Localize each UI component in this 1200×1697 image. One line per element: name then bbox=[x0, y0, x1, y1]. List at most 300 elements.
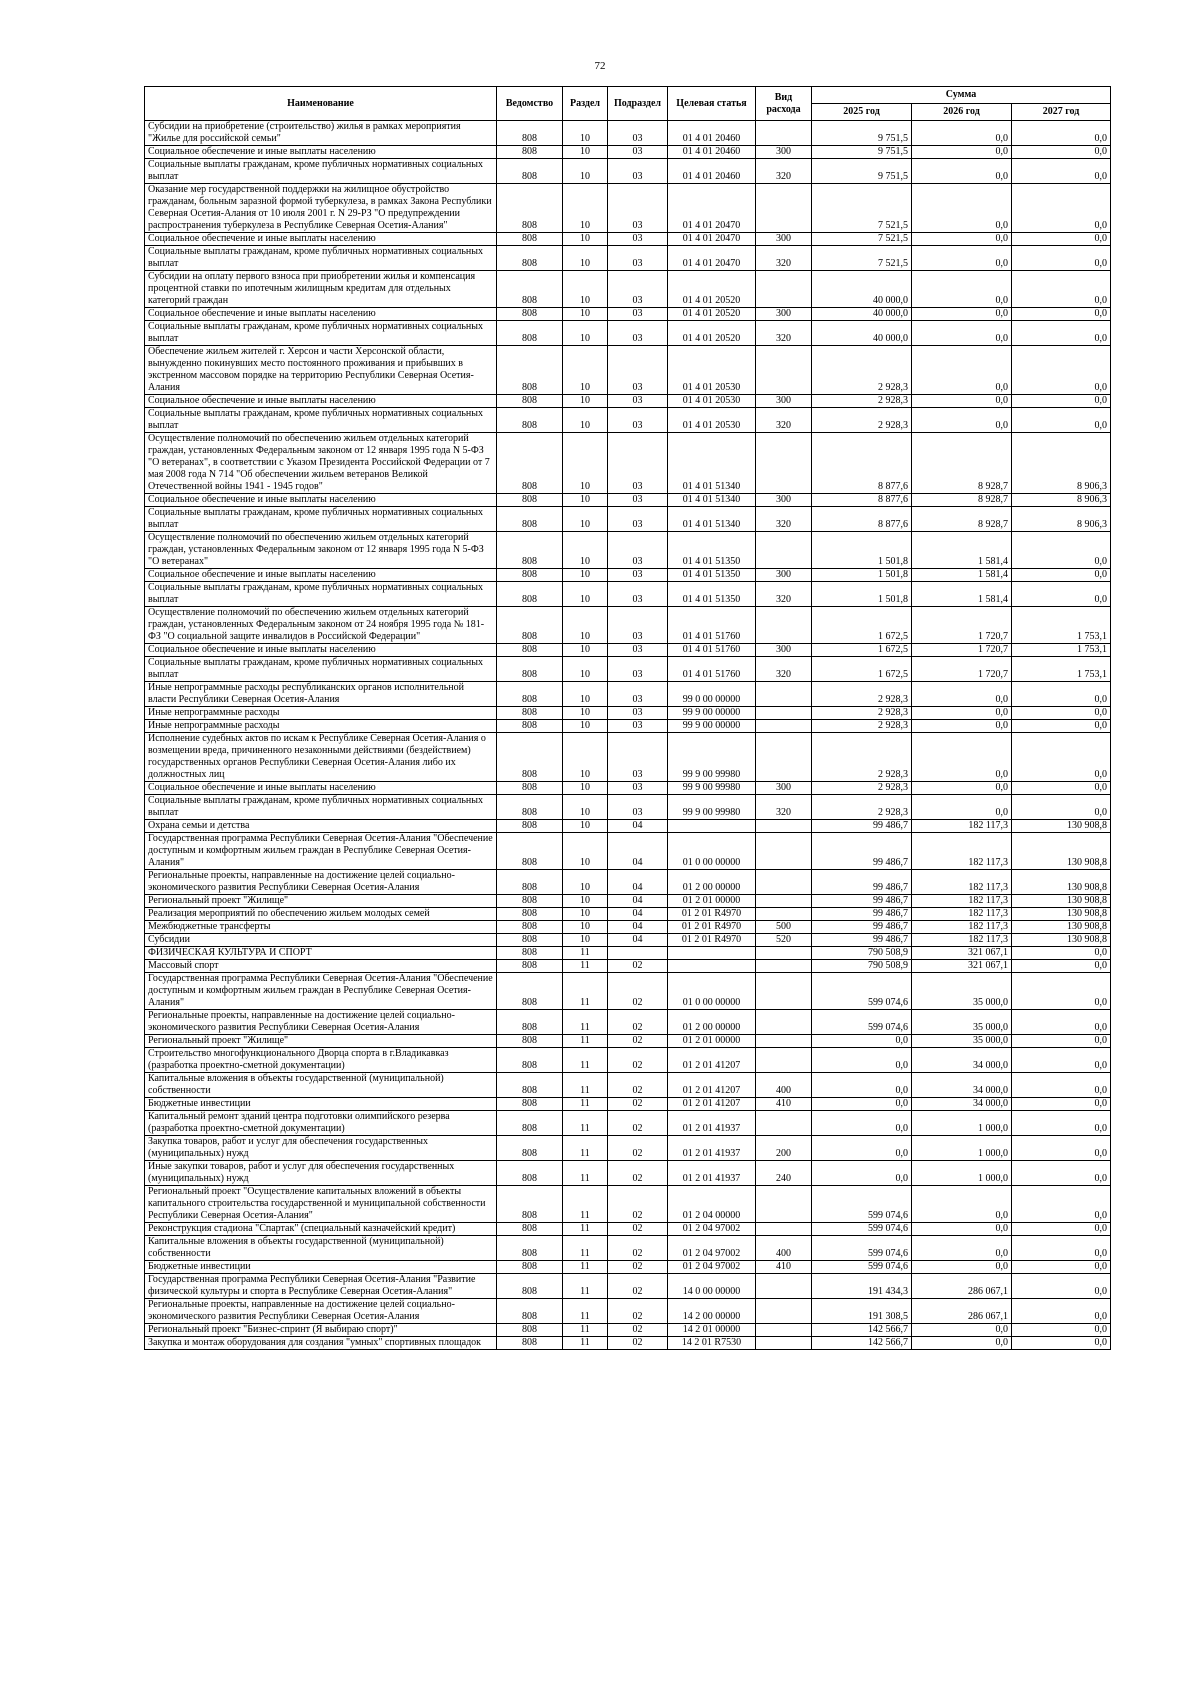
row-sum-2025: 599 074,6 bbox=[812, 1186, 912, 1223]
row-vedomstvo: 808 bbox=[497, 1048, 563, 1073]
row-razdel: 10 bbox=[563, 934, 608, 947]
row-sum-2026: 0,0 bbox=[912, 795, 1012, 820]
row-sum-2026: 1 000,0 bbox=[912, 1111, 1012, 1136]
row-vid: 320 bbox=[756, 321, 812, 346]
row-razdel: 10 bbox=[563, 233, 608, 246]
table-row bbox=[145, 960, 1111, 973]
row-razdel: 10 bbox=[563, 820, 608, 833]
row-sum-2025: 8 877,6 bbox=[812, 433, 912, 494]
row-podrazdel: 02 bbox=[608, 1223, 668, 1236]
row-razdel: 11 bbox=[563, 1186, 608, 1223]
header-vedomstvo: Ведомство bbox=[497, 87, 563, 121]
row-sum-2025: 7 521,5 bbox=[812, 184, 912, 233]
row-celevaya: 01 4 01 51350 bbox=[668, 532, 756, 569]
row-sum-2027: 0,0 bbox=[1012, 395, 1111, 408]
row-sum-2025: 99 486,7 bbox=[812, 895, 912, 908]
row-sum-2027: 1 753,1 bbox=[1012, 607, 1111, 644]
row-name: Государственная программа Республики Северная Осетия-Алания "Обеспечение доступным и комфортным жильем граждан в Республике Северная Осетия-Алания" bbox=[145, 833, 497, 870]
row-vid bbox=[756, 820, 812, 833]
row-vid bbox=[756, 1048, 812, 1073]
table-row bbox=[145, 308, 1111, 321]
row-razdel: 11 bbox=[563, 1035, 608, 1048]
row-vedomstvo: 808 bbox=[497, 720, 563, 733]
row-vedomstvo: 808 bbox=[497, 1299, 563, 1324]
row-name: Социальное обеспечение и иные выплаты населению bbox=[145, 233, 497, 246]
row-razdel: 10 bbox=[563, 657, 608, 682]
table-row bbox=[145, 657, 1111, 682]
row-celevaya: 14 2 00 00000 bbox=[668, 1299, 756, 1324]
row-vid bbox=[756, 433, 812, 494]
row-celevaya: 01 4 01 20460 bbox=[668, 121, 756, 146]
row-sum-2026: 182 117,3 bbox=[912, 870, 1012, 895]
row-name: Строительство многофункционального Дворца спорта в г.Владикавказ (разработка проектно-сметной документации) bbox=[145, 1048, 497, 1073]
row-razdel: 10 bbox=[563, 494, 608, 507]
row-celevaya: 01 2 00 00000 bbox=[668, 870, 756, 895]
row-sum-2027: 130 908,8 bbox=[1012, 908, 1111, 921]
row-sum-2025: 142 566,7 bbox=[812, 1324, 912, 1337]
table-row bbox=[145, 1035, 1111, 1048]
row-sum-2026: 0,0 bbox=[912, 321, 1012, 346]
row-celevaya: 01 4 01 51760 bbox=[668, 657, 756, 682]
table-row bbox=[145, 720, 1111, 733]
row-name: Охрана семьи и детства bbox=[145, 820, 497, 833]
row-vid: 240 bbox=[756, 1161, 812, 1186]
row-celevaya: 01 2 01 R4970 bbox=[668, 934, 756, 947]
row-name: Исполнение судебных актов по искам к Республике Северная Осетия-Алания о возмещении вреда, причиненного незаконными действиями (бездействием) государственных органов Республики Северная Осетия-Алания либо их должностных лиц bbox=[145, 733, 497, 782]
table-row bbox=[145, 973, 1111, 1010]
row-celevaya: 99 9 00 00000 bbox=[668, 720, 756, 733]
row-sum-2026: 0,0 bbox=[912, 271, 1012, 308]
row-razdel: 10 bbox=[563, 321, 608, 346]
row-sum-2025: 1 501,8 bbox=[812, 532, 912, 569]
row-vedomstvo: 808 bbox=[497, 184, 563, 233]
row-celevaya: 01 4 01 20460 bbox=[668, 159, 756, 184]
row-razdel: 10 bbox=[563, 607, 608, 644]
row-sum-2025: 2 928,3 bbox=[812, 707, 912, 720]
row-sum-2025: 1 672,5 bbox=[812, 644, 912, 657]
table-row bbox=[145, 782, 1111, 795]
row-sum-2026: 35 000,0 bbox=[912, 1010, 1012, 1035]
row-vid bbox=[756, 973, 812, 1010]
row-celevaya: 01 4 01 20460 bbox=[668, 146, 756, 159]
row-razdel: 10 bbox=[563, 146, 608, 159]
row-name: Социальные выплаты гражданам, кроме публичных нормативных социальных выплат bbox=[145, 795, 497, 820]
row-sum-2025: 1 672,5 bbox=[812, 657, 912, 682]
table-row bbox=[145, 1136, 1111, 1161]
row-sum-2027: 0,0 bbox=[1012, 1048, 1111, 1073]
row-sum-2027: 8 906,3 bbox=[1012, 494, 1111, 507]
row-sum-2026: 0,0 bbox=[912, 682, 1012, 707]
row-celevaya: 01 4 01 51340 bbox=[668, 433, 756, 494]
row-vedomstvo: 808 bbox=[497, 1010, 563, 1035]
row-vedomstvo: 808 bbox=[497, 644, 563, 657]
row-sum-2025: 2 928,3 bbox=[812, 346, 912, 395]
row-vid: 320 bbox=[756, 408, 812, 433]
row-razdel: 11 bbox=[563, 1161, 608, 1186]
row-razdel: 11 bbox=[563, 1048, 608, 1073]
row-name: Социальное обеспечение и иные выплаты населению bbox=[145, 308, 497, 321]
row-razdel: 11 bbox=[563, 1010, 608, 1035]
row-sum-2025: 40 000,0 bbox=[812, 321, 912, 346]
row-sum-2027: 0,0 bbox=[1012, 1324, 1111, 1337]
row-vid bbox=[756, 1274, 812, 1299]
row-sum-2026: 8 928,7 bbox=[912, 494, 1012, 507]
row-name: Социальное обеспечение и иные выплаты населению bbox=[145, 569, 497, 582]
row-sum-2026: 0,0 bbox=[912, 159, 1012, 184]
table-row bbox=[145, 494, 1111, 507]
table-row bbox=[145, 1186, 1111, 1223]
table-row bbox=[145, 246, 1111, 271]
row-vid bbox=[756, 1010, 812, 1035]
row-podrazdel: 02 bbox=[608, 1136, 668, 1161]
row-name: Социальные выплаты гражданам, кроме публичных нормативных социальных выплат bbox=[145, 408, 497, 433]
row-vid bbox=[756, 833, 812, 870]
table-row bbox=[145, 146, 1111, 159]
row-name: Межбюджетные трансферты bbox=[145, 921, 497, 934]
row-vid bbox=[756, 1324, 812, 1337]
page-number: 72 bbox=[594, 60, 606, 72]
row-vedomstvo: 808 bbox=[497, 973, 563, 1010]
row-name: Региональный проект "Жилище" bbox=[145, 1035, 497, 1048]
row-vid bbox=[756, 682, 812, 707]
row-sum-2026: 0,0 bbox=[912, 346, 1012, 395]
row-sum-2025: 191 308,5 bbox=[812, 1299, 912, 1324]
row-sum-2025: 1 501,8 bbox=[812, 582, 912, 607]
row-sum-2025: 40 000,0 bbox=[812, 308, 912, 321]
row-vid bbox=[756, 1337, 812, 1350]
row-podrazdel: 02 bbox=[608, 1324, 668, 1337]
row-podrazdel: 02 bbox=[608, 1274, 668, 1299]
row-name: Иные закупки товаров, работ и услуг для обеспечения государственных (муниципальных) нужд bbox=[145, 1161, 497, 1186]
row-sum-2025: 8 877,6 bbox=[812, 507, 912, 532]
row-podrazdel: 02 bbox=[608, 1299, 668, 1324]
row-razdel: 11 bbox=[563, 960, 608, 973]
row-sum-2025: 0,0 bbox=[812, 1136, 912, 1161]
row-sum-2026: 0,0 bbox=[912, 184, 1012, 233]
row-name: Реконструкция стадиона "Спартак" (специальный казначейский кредит) bbox=[145, 1223, 497, 1236]
row-celevaya: 01 4 01 20530 bbox=[668, 395, 756, 408]
row-razdel: 10 bbox=[563, 582, 608, 607]
row-sum-2027: 0,0 bbox=[1012, 159, 1111, 184]
row-vid bbox=[756, 960, 812, 973]
row-sum-2026: 35 000,0 bbox=[912, 1035, 1012, 1048]
row-podrazdel: 03 bbox=[608, 569, 668, 582]
row-sum-2025: 99 486,7 bbox=[812, 921, 912, 934]
row-razdel: 10 bbox=[563, 532, 608, 569]
row-podrazdel: 03 bbox=[608, 707, 668, 720]
row-name: Региональный проект "Жилище" bbox=[145, 895, 497, 908]
row-razdel: 11 bbox=[563, 1223, 608, 1236]
row-sum-2025: 0,0 bbox=[812, 1073, 912, 1098]
row-podrazdel: 02 bbox=[608, 1186, 668, 1223]
row-podrazdel: 02 bbox=[608, 1035, 668, 1048]
row-sum-2027: 0,0 bbox=[1012, 973, 1111, 1010]
row-name: ФИЗИЧЕСКАЯ КУЛЬТУРА И СПОРТ bbox=[145, 947, 497, 960]
row-sum-2025: 99 486,7 bbox=[812, 934, 912, 947]
row-sum-2025: 99 486,7 bbox=[812, 820, 912, 833]
row-sum-2025: 790 508,9 bbox=[812, 960, 912, 973]
row-vedomstvo: 808 bbox=[497, 346, 563, 395]
row-vedomstvo: 808 bbox=[497, 607, 563, 644]
row-podrazdel: 04 bbox=[608, 895, 668, 908]
row-razdel: 10 bbox=[563, 246, 608, 271]
row-sum-2026: 0,0 bbox=[912, 233, 1012, 246]
row-sum-2026: 0,0 bbox=[912, 408, 1012, 433]
row-name: Социальные выплаты гражданам, кроме публичных нормативных социальных выплат bbox=[145, 507, 497, 532]
row-sum-2027: 0,0 bbox=[1012, 782, 1111, 795]
row-name: Государственная программа Республики Северная Осетия-Алания "Обеспечение доступным и комфортным жильем граждан в Республике Северная Осетия-Алания" bbox=[145, 973, 497, 1010]
row-celevaya: 01 2 01 00000 bbox=[668, 895, 756, 908]
row-podrazdel: 04 bbox=[608, 908, 668, 921]
row-vid bbox=[756, 1223, 812, 1236]
row-name: Социальное обеспечение и иные выплаты населению bbox=[145, 644, 497, 657]
row-celevaya: 01 4 01 20470 bbox=[668, 184, 756, 233]
row-vid bbox=[756, 532, 812, 569]
table-row bbox=[145, 1261, 1111, 1274]
table-row bbox=[145, 346, 1111, 395]
row-name: Капитальные вложения в объекты государственной (муниципальной) собственности bbox=[145, 1236, 497, 1261]
row-sum-2027: 0,0 bbox=[1012, 682, 1111, 707]
row-celevaya bbox=[668, 820, 756, 833]
row-sum-2026: 0,0 bbox=[912, 707, 1012, 720]
row-sum-2026: 0,0 bbox=[912, 308, 1012, 321]
row-celevaya: 01 2 01 R4970 bbox=[668, 908, 756, 921]
row-razdel: 10 bbox=[563, 895, 608, 908]
row-vedomstvo: 808 bbox=[497, 1261, 563, 1274]
row-sum-2026: 0,0 bbox=[912, 1324, 1012, 1337]
row-celevaya: 01 2 01 R4970 bbox=[668, 921, 756, 934]
row-name: Региональные проекты, направленные на достижение целей социально-экономического развития Республики Северная Осетия-Алания bbox=[145, 1010, 497, 1035]
row-celevaya: 01 0 00 00000 bbox=[668, 973, 756, 1010]
row-sum-2026: 0,0 bbox=[912, 1223, 1012, 1236]
row-name: Иные непрограммные расходы bbox=[145, 720, 497, 733]
row-celevaya: 01 2 04 00000 bbox=[668, 1186, 756, 1223]
row-vedomstvo: 808 bbox=[497, 1337, 563, 1350]
row-name: Реализация мероприятий по обеспечению жильем молодых семей bbox=[145, 908, 497, 921]
table-row bbox=[145, 1337, 1111, 1350]
row-sum-2025: 142 566,7 bbox=[812, 1337, 912, 1350]
row-celevaya: 14 2 01 R7530 bbox=[668, 1337, 756, 1350]
row-sum-2026: 35 000,0 bbox=[912, 973, 1012, 1010]
row-podrazdel: 03 bbox=[608, 321, 668, 346]
row-vid bbox=[756, 1111, 812, 1136]
table-row bbox=[145, 921, 1111, 934]
row-sum-2025: 1 501,8 bbox=[812, 569, 912, 582]
row-name: Осуществление полномочий по обеспечению жильем отдельных категорий граждан, установленных Федеральным законом от 12 января 1995 года N 5-ФЗ "О ветеранах", в соответствии с Указом Президента Российской Федерации от 7 мая 2008 года N 714 "Об обеспечении жильем ветеранов Великой Отечественной войны 1941 - 1945 годов" bbox=[145, 433, 497, 494]
table-header bbox=[145, 87, 1111, 121]
row-sum-2026: 0,0 bbox=[912, 733, 1012, 782]
row-celevaya: 01 4 01 51340 bbox=[668, 507, 756, 532]
row-name: Социальные выплаты гражданам, кроме публичных нормативных социальных выплат bbox=[145, 582, 497, 607]
row-vedomstvo: 808 bbox=[497, 308, 563, 321]
row-sum-2027: 0,0 bbox=[1012, 707, 1111, 720]
row-vid: 300 bbox=[756, 494, 812, 507]
row-sum-2027: 0,0 bbox=[1012, 1274, 1111, 1299]
row-vedomstvo: 808 bbox=[497, 934, 563, 947]
row-razdel: 10 bbox=[563, 870, 608, 895]
row-celevaya bbox=[668, 947, 756, 960]
row-sum-2026: 1 720,7 bbox=[912, 657, 1012, 682]
row-razdel: 10 bbox=[563, 271, 608, 308]
row-razdel: 10 bbox=[563, 720, 608, 733]
row-podrazdel: 03 bbox=[608, 782, 668, 795]
header-vid: Вид расхода bbox=[756, 87, 812, 121]
table-row bbox=[145, 395, 1111, 408]
row-sum-2026: 8 928,7 bbox=[912, 507, 1012, 532]
row-sum-2025: 2 928,3 bbox=[812, 682, 912, 707]
row-vedomstvo: 808 bbox=[497, 569, 563, 582]
row-podrazdel: 02 bbox=[608, 1111, 668, 1136]
row-vedomstvo: 808 bbox=[497, 782, 563, 795]
row-podrazdel: 03 bbox=[608, 733, 668, 782]
row-vid bbox=[756, 908, 812, 921]
row-sum-2026: 182 117,3 bbox=[912, 934, 1012, 947]
row-sum-2026: 0,0 bbox=[912, 1261, 1012, 1274]
header-podrazdel: Подраздел bbox=[608, 87, 668, 121]
table-row bbox=[145, 908, 1111, 921]
table-row bbox=[145, 607, 1111, 644]
row-sum-2025: 99 486,7 bbox=[812, 870, 912, 895]
row-sum-2027: 0,0 bbox=[1012, 947, 1111, 960]
row-podrazdel: 03 bbox=[608, 582, 668, 607]
row-vedomstvo: 808 bbox=[497, 947, 563, 960]
table-row bbox=[145, 1098, 1111, 1111]
row-celevaya: 01 4 01 20520 bbox=[668, 271, 756, 308]
table-row bbox=[145, 682, 1111, 707]
row-razdel: 10 bbox=[563, 782, 608, 795]
row-podrazdel: 02 bbox=[608, 1073, 668, 1098]
row-vid: 520 bbox=[756, 934, 812, 947]
row-sum-2027: 0,0 bbox=[1012, 960, 1111, 973]
row-vedomstvo: 808 bbox=[497, 121, 563, 146]
row-sum-2027: 0,0 bbox=[1012, 346, 1111, 395]
row-vid bbox=[756, 271, 812, 308]
row-celevaya: 14 2 01 00000 bbox=[668, 1324, 756, 1337]
row-sum-2025: 0,0 bbox=[812, 1098, 912, 1111]
row-name: Социальные выплаты гражданам, кроме публичных нормативных социальных выплат bbox=[145, 321, 497, 346]
row-razdel: 10 bbox=[563, 733, 608, 782]
row-vedomstvo: 808 bbox=[497, 1073, 563, 1098]
row-vid: 400 bbox=[756, 1236, 812, 1261]
row-name: Региональные проекты, направленные на достижение целей социально-экономического развития Республики Северная Осетия-Алания bbox=[145, 870, 497, 895]
row-celevaya: 01 4 01 20470 bbox=[668, 233, 756, 246]
row-vedomstvo: 808 bbox=[497, 1098, 563, 1111]
row-razdel: 10 bbox=[563, 707, 608, 720]
table-row bbox=[145, 895, 1111, 908]
row-vedomstvo: 808 bbox=[497, 1111, 563, 1136]
row-sum-2027: 0,0 bbox=[1012, 233, 1111, 246]
row-sum-2025: 599 074,6 bbox=[812, 1261, 912, 1274]
row-vedomstvo: 808 bbox=[497, 507, 563, 532]
row-sum-2027: 0,0 bbox=[1012, 271, 1111, 308]
row-vedomstvo: 808 bbox=[497, 395, 563, 408]
row-name: Капитальные вложения в объекты государственной (муниципальной) собственности bbox=[145, 1073, 497, 1098]
budget-table bbox=[144, 86, 1111, 1350]
row-vedomstvo: 808 bbox=[497, 682, 563, 707]
row-podrazdel bbox=[608, 947, 668, 960]
row-celevaya: 01 2 01 41937 bbox=[668, 1136, 756, 1161]
row-celevaya: 01 2 01 41207 bbox=[668, 1073, 756, 1098]
header-razdel: Раздел bbox=[563, 87, 608, 121]
row-name: Иные непрограммные расходы bbox=[145, 707, 497, 720]
row-celevaya: 01 4 01 20530 bbox=[668, 346, 756, 395]
row-podrazdel: 03 bbox=[608, 532, 668, 569]
row-podrazdel: 02 bbox=[608, 1161, 668, 1186]
row-vid bbox=[756, 121, 812, 146]
row-razdel: 11 bbox=[563, 1136, 608, 1161]
row-sum-2026: 0,0 bbox=[912, 1186, 1012, 1223]
header-summa: Сумма bbox=[812, 87, 1111, 104]
row-sum-2026: 8 928,7 bbox=[912, 433, 1012, 494]
row-podrazdel: 02 bbox=[608, 1098, 668, 1111]
row-vedomstvo: 808 bbox=[497, 494, 563, 507]
row-sum-2025: 99 486,7 bbox=[812, 908, 912, 921]
table-row bbox=[145, 233, 1111, 246]
row-celevaya: 01 4 01 51340 bbox=[668, 494, 756, 507]
row-vedomstvo: 808 bbox=[497, 895, 563, 908]
row-sum-2026: 0,0 bbox=[912, 146, 1012, 159]
row-sum-2027: 130 908,8 bbox=[1012, 870, 1111, 895]
row-sum-2027: 130 908,8 bbox=[1012, 895, 1111, 908]
row-sum-2027: 0,0 bbox=[1012, 184, 1111, 233]
row-sum-2025: 40 000,0 bbox=[812, 271, 912, 308]
row-razdel: 11 bbox=[563, 1337, 608, 1350]
row-vid: 300 bbox=[756, 569, 812, 582]
row-celevaya bbox=[668, 960, 756, 973]
row-podrazdel: 03 bbox=[608, 308, 668, 321]
row-vedomstvo: 808 bbox=[497, 146, 563, 159]
header-2025: 2025 год bbox=[812, 104, 912, 121]
row-sum-2027: 0,0 bbox=[1012, 532, 1111, 569]
table-row bbox=[145, 1111, 1111, 1136]
row-sum-2025: 599 074,6 bbox=[812, 1223, 912, 1236]
row-sum-2027: 0,0 bbox=[1012, 1161, 1111, 1186]
table-row bbox=[145, 121, 1111, 146]
row-celevaya: 99 9 00 00000 bbox=[668, 707, 756, 720]
table-row bbox=[145, 582, 1111, 607]
row-vid: 410 bbox=[756, 1261, 812, 1274]
row-vedomstvo: 808 bbox=[497, 1035, 563, 1048]
row-name: Оказание мер государственной поддержки на жилищное обустройство гражданам, больным заразной формой туберкулеза, в рамках Закона Республики Северная Осетия-Алания от 10 июля 2001 г. N 29-РЗ "О предупреждении распространения туберкулеза в Республике Северная Осетия-Алания" bbox=[145, 184, 497, 233]
row-sum-2026: 1 720,7 bbox=[912, 644, 1012, 657]
row-celevaya: 99 9 00 99980 bbox=[668, 782, 756, 795]
row-razdel: 11 bbox=[563, 1098, 608, 1111]
row-sum-2025: 2 928,3 bbox=[812, 395, 912, 408]
row-vid bbox=[756, 1299, 812, 1324]
row-sum-2027: 0,0 bbox=[1012, 1186, 1111, 1223]
row-vid bbox=[756, 947, 812, 960]
row-razdel: 11 bbox=[563, 1299, 608, 1324]
row-razdel: 10 bbox=[563, 833, 608, 870]
row-podrazdel: 03 bbox=[608, 408, 668, 433]
table-row bbox=[145, 820, 1111, 833]
row-sum-2026: 0,0 bbox=[912, 782, 1012, 795]
row-podrazdel: 02 bbox=[608, 960, 668, 973]
row-vid: 320 bbox=[756, 582, 812, 607]
table-row bbox=[145, 934, 1111, 947]
row-sum-2025: 790 508,9 bbox=[812, 947, 912, 960]
row-sum-2026: 1 000,0 bbox=[912, 1161, 1012, 1186]
row-podrazdel: 03 bbox=[608, 246, 668, 271]
row-sum-2027: 0,0 bbox=[1012, 1010, 1111, 1035]
row-podrazdel: 02 bbox=[608, 1236, 668, 1261]
row-podrazdel: 02 bbox=[608, 1261, 668, 1274]
row-podrazdel: 03 bbox=[608, 433, 668, 494]
row-podrazdel: 03 bbox=[608, 395, 668, 408]
row-razdel: 10 bbox=[563, 184, 608, 233]
row-name: Закупка и монтаж оборудования для создания "умных" спортивных площадок bbox=[145, 1337, 497, 1350]
row-razdel: 10 bbox=[563, 569, 608, 582]
